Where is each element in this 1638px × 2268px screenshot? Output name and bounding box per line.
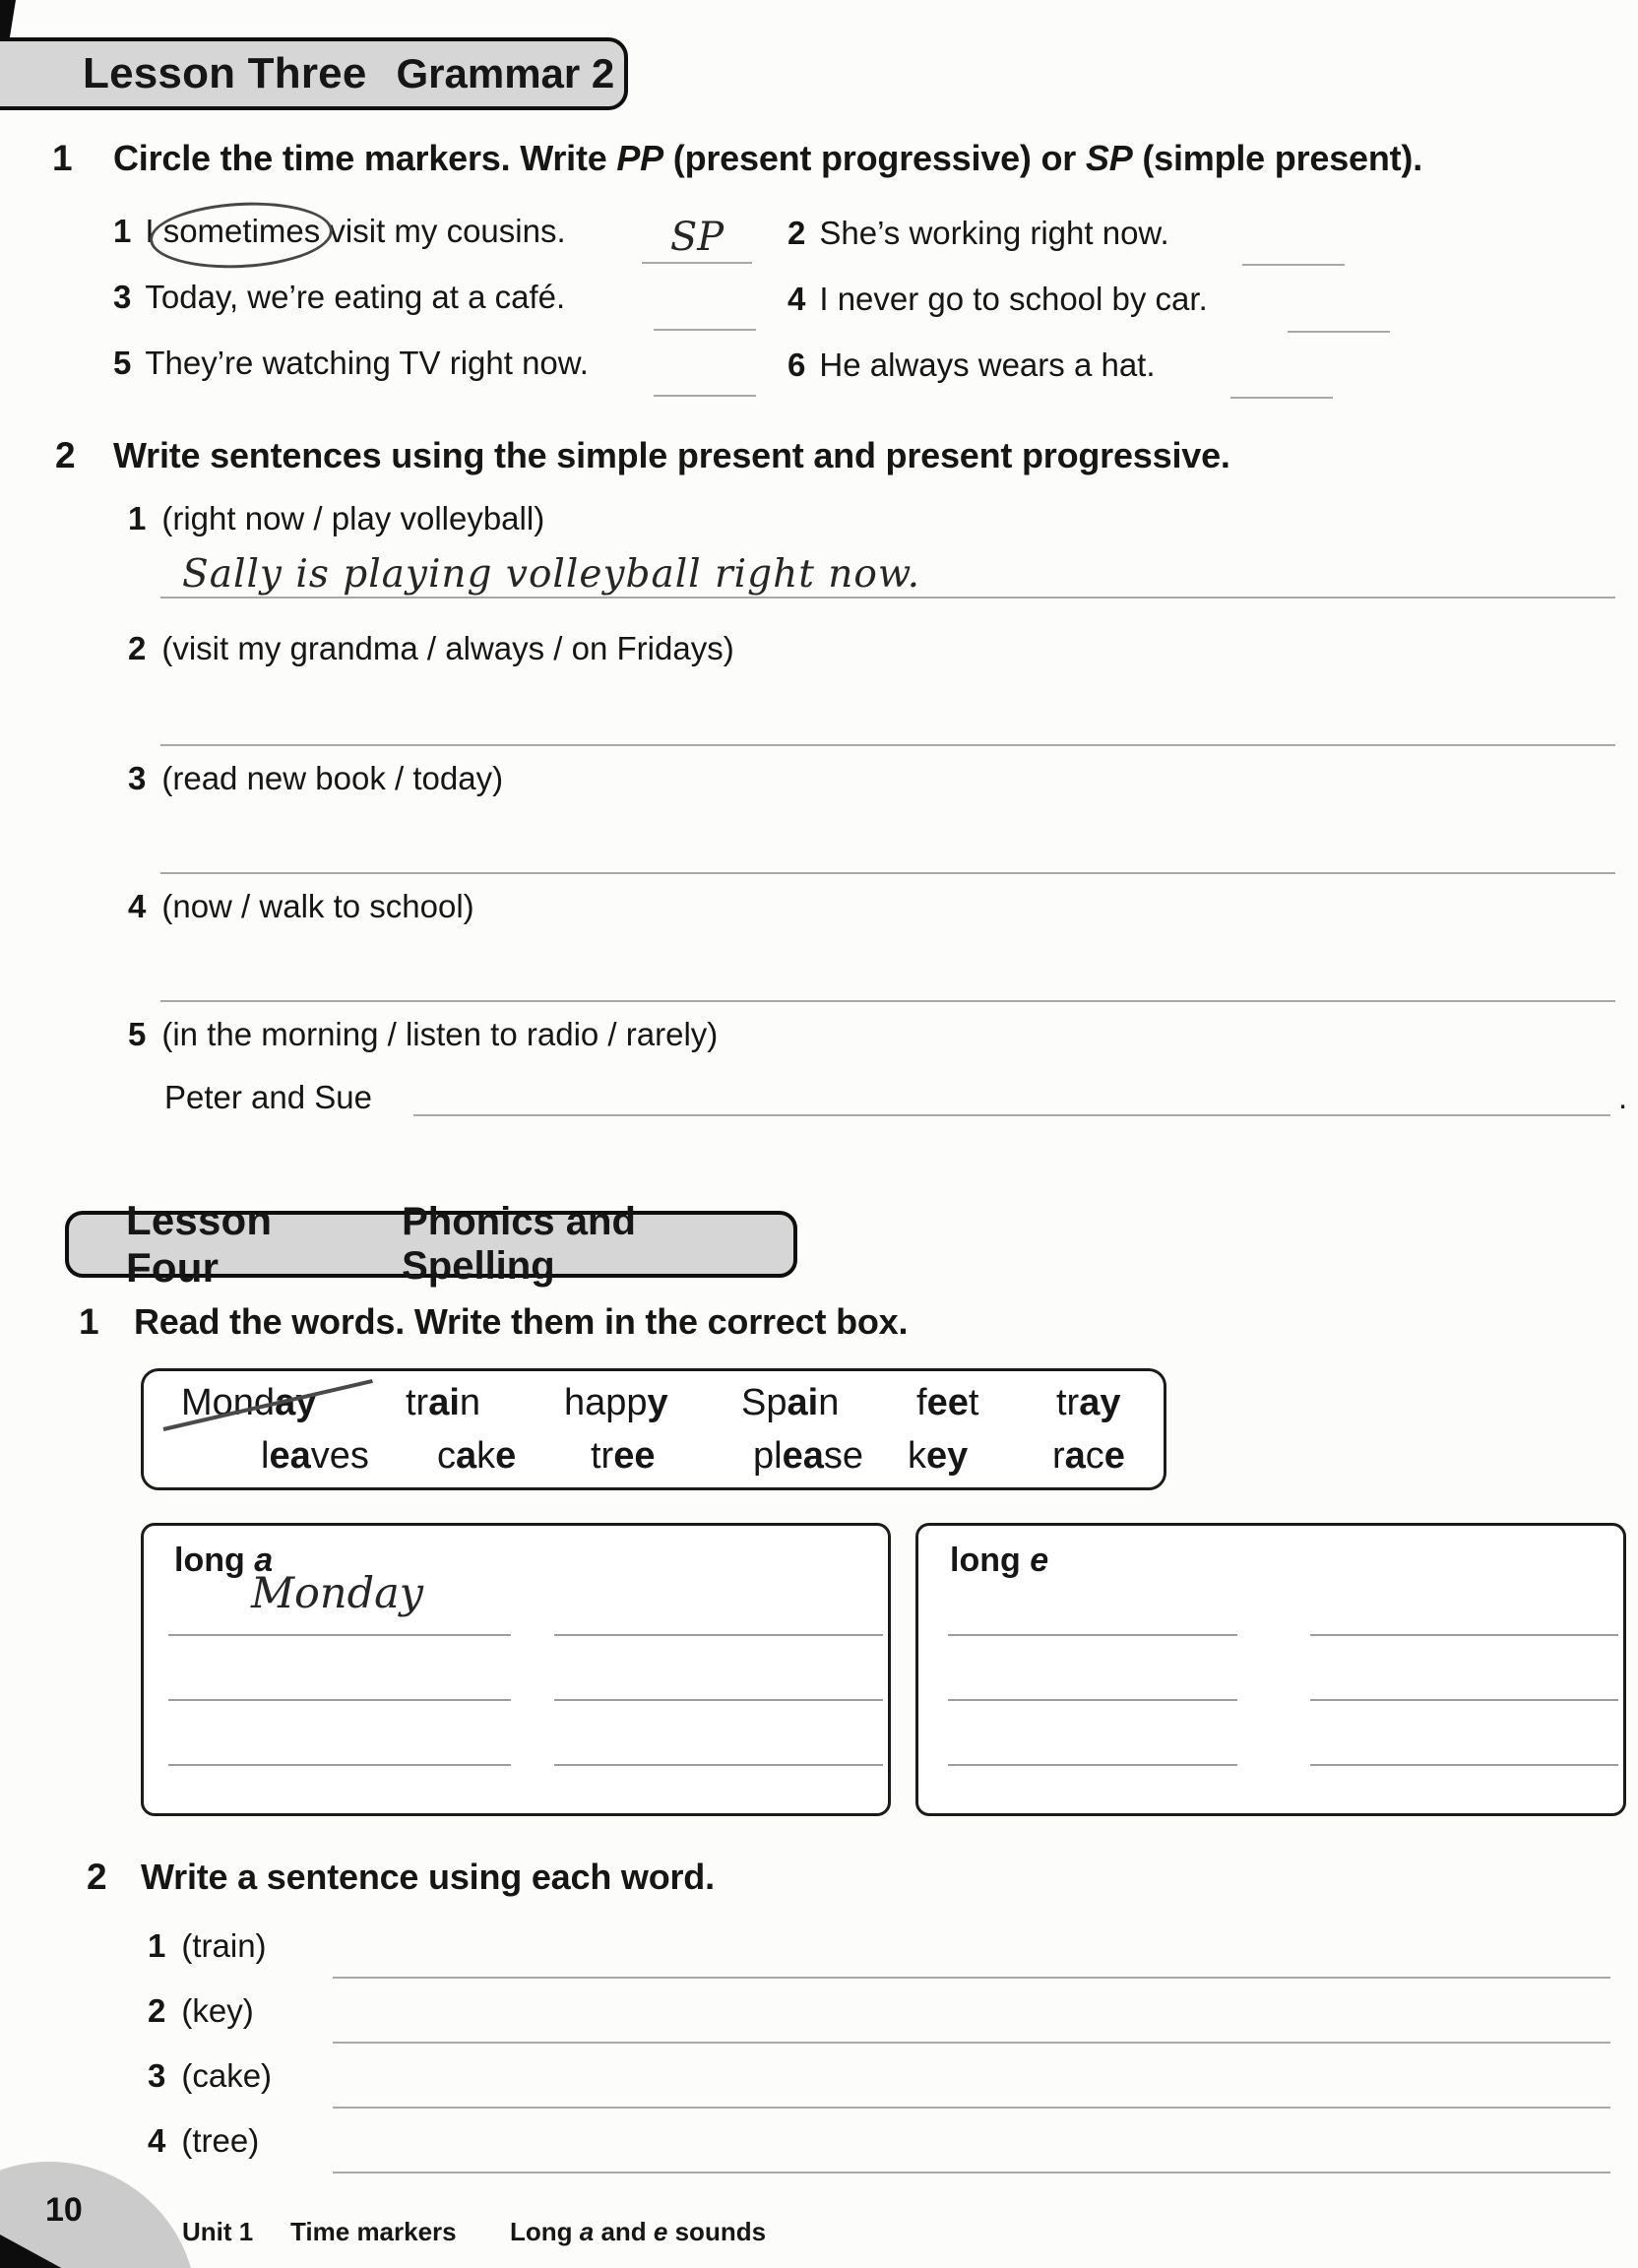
word-part: c	[1085, 1435, 1104, 1477]
word-tree	[591, 1435, 656, 1478]
label-text: long	[950, 1542, 1031, 1579]
item-number: 4	[148, 2122, 166, 2159]
instruction-text: Circle the time markers. Write	[113, 138, 617, 178]
write-line	[948, 1699, 1237, 1701]
footer-text: and	[594, 2217, 654, 2246]
write-line	[168, 1634, 511, 1636]
sentence-prompt-2	[128, 630, 734, 667]
phonics-ex1-instruction: Read the words. Write them in the correct box.	[134, 1301, 909, 1342]
answer-blank-5	[654, 351, 756, 397]
word-part: tr	[1056, 1382, 1080, 1423]
answer-blank-3	[654, 285, 756, 331]
prompt-word: (cake)	[181, 2057, 273, 2094]
grammar-item-2	[788, 215, 1169, 252]
phonics-ex2-instruction: Write a sentence using each word.	[141, 1857, 715, 1897]
write-line	[168, 1764, 511, 1766]
word-part: n	[818, 1382, 840, 1423]
phonics-ex1-number: 1	[79, 1301, 99, 1342]
word-part: f	[916, 1382, 927, 1423]
word-happy	[564, 1382, 668, 1424]
word-part-bold: ay	[1079, 1382, 1121, 1423]
word-part: Sp	[741, 1382, 788, 1423]
word-part: tr	[591, 1435, 614, 1477]
item-number: 1	[113, 213, 132, 249]
word-monday	[181, 1382, 316, 1424]
word-part: c	[437, 1435, 456, 1477]
word-part-bold: ai	[428, 1382, 460, 1423]
prompt-text: (right now / play volleyball)	[161, 500, 545, 536]
word-tray	[1056, 1382, 1121, 1424]
word-please	[753, 1435, 863, 1478]
word-part: k	[908, 1435, 926, 1477]
page-number: 10	[45, 2191, 83, 2229]
word-leaves	[261, 1435, 369, 1478]
word-key	[908, 1435, 968, 1478]
abbrev-pp: PP	[616, 138, 663, 178]
footer-letter: e	[653, 2217, 668, 2246]
item-number: 3	[128, 760, 147, 796]
answer-line-3	[160, 823, 1615, 874]
word-part-bold: ai	[787, 1382, 819, 1423]
word-part-bold: ea	[782, 1435, 824, 1477]
word-part: tr	[406, 1382, 429, 1423]
word-prompt-1	[148, 1927, 267, 1965]
instruction-text: (simple present).	[1132, 138, 1423, 178]
sentence-prompt-5	[128, 1016, 718, 1053]
item-number: 2	[148, 1992, 166, 2029]
word-part: k	[476, 1435, 496, 1477]
answer-line	[333, 1996, 1610, 2044]
abbrev-sp: SP	[1085, 138, 1133, 178]
circle-annotation	[148, 198, 334, 273]
word-part: n	[459, 1382, 481, 1423]
item-number: 4	[788, 281, 806, 317]
word-train	[406, 1382, 480, 1424]
prompt-text: (now / walk to school)	[161, 888, 474, 924]
exercise1-number: 1	[52, 138, 73, 178]
circled-time-marker	[163, 213, 321, 250]
word-prompt-2	[148, 1992, 254, 2030]
prompt-word: (key)	[181, 1992, 254, 2029]
word-part: r	[1052, 1435, 1065, 1477]
footer-topic-grammar: Time markers	[290, 2217, 457, 2246]
word-part: pl	[753, 1435, 783, 1477]
write-line	[168, 1699, 511, 1701]
item-text: Today, we’re eating at a café.	[145, 279, 566, 315]
footer-topic-phonics	[510, 2217, 766, 2247]
item-number: 2	[128, 630, 147, 666]
prompt-text: (in the morning / listen to radio / rarely)	[161, 1016, 719, 1052]
exercise1-instruction	[113, 138, 1422, 179]
word-cake	[437, 1435, 516, 1478]
answer-blank-6	[1230, 353, 1333, 399]
write-line	[1310, 1699, 1618, 1701]
grammar-item-1	[113, 213, 566, 250]
lesson-four-title: Lesson Four	[126, 1197, 273, 1291]
item-text: They’re watching TV right now.	[145, 345, 589, 381]
footer-unit: Unit 1	[182, 2217, 254, 2246]
write-line	[1310, 1634, 1618, 1636]
word-part-bold: a	[1064, 1435, 1086, 1477]
write-line	[554, 1699, 883, 1701]
word-part-bold: e	[1103, 1435, 1125, 1477]
word-part-bold: ey	[926, 1435, 969, 1477]
handwritten-sentence: Sally is playing volleyball right now.	[182, 552, 921, 597]
word-part: ves	[310, 1435, 369, 1477]
write-line	[1310, 1764, 1618, 1766]
label-text: long	[174, 1542, 255, 1579]
answer-line	[333, 2126, 1610, 2174]
grammar-item-3	[113, 279, 565, 316]
answer-line-4	[160, 951, 1615, 1002]
long-e-label	[950, 1542, 1048, 1580]
item-number: 2	[788, 215, 806, 251]
answer-blank-4	[1288, 287, 1390, 333]
footer-text: Long	[510, 2217, 580, 2246]
write-line	[948, 1764, 1237, 1766]
word-part-bold: ee	[926, 1382, 969, 1423]
sentence-prefix: Peter and Sue	[164, 1079, 372, 1115]
word-race	[1052, 1435, 1125, 1478]
sentence-prompt-1	[128, 500, 544, 537]
word-prompt-4	[148, 2122, 259, 2160]
write-line	[948, 1634, 1237, 1636]
word-spain	[741, 1382, 839, 1424]
exercise2-number: 2	[55, 435, 76, 475]
item-text: I never go to school by car.	[819, 281, 1208, 317]
write-line	[554, 1764, 883, 1766]
word-part-bold: ee	[613, 1435, 656, 1477]
prompt-text: (read new book / today)	[161, 760, 504, 796]
sentence-suffix: .	[1618, 1079, 1628, 1115]
handwritten-answer: SP	[669, 215, 724, 260]
prompt-word: (tree)	[181, 2122, 260, 2159]
grammar-item-5	[113, 345, 589, 382]
prompt-word: (train)	[181, 1927, 267, 1964]
word-part-bold: ea	[269, 1435, 311, 1477]
prompt-text: (visit my grandma / always / on Fridays)	[161, 630, 734, 666]
item-number: 5	[113, 345, 132, 381]
word-part-bold: a	[456, 1435, 477, 1477]
word-part: t	[968, 1382, 979, 1423]
answer-blank-1	[642, 215, 752, 264]
handwritten-word-monday: Monday	[251, 1569, 424, 1618]
word-part-bold: y	[647, 1382, 668, 1423]
word-part: happ	[564, 1382, 648, 1423]
answer-line-2	[160, 695, 1615, 746]
item-number: 3	[148, 2057, 166, 2094]
lesson-four-tab	[65, 1197, 797, 1291]
lesson-three-subtitle: Grammar 2	[396, 50, 615, 96]
phonics-ex2-number: 2	[87, 1857, 107, 1897]
word-part: l	[261, 1435, 270, 1477]
word-part-bold: e	[495, 1435, 517, 1477]
lesson-three-title: Lesson Three	[83, 49, 367, 97]
word-part: Mond	[181, 1382, 276, 1423]
lesson-four-subtitle: Phonics and Spelling	[402, 1200, 636, 1288]
item-number: 4	[128, 888, 147, 924]
answer-line-5	[413, 1065, 1610, 1116]
item-number: 3	[113, 279, 132, 315]
sentence-prompt-4	[128, 888, 474, 925]
lesson-three-tab	[0, 37, 628, 110]
item-number: 6	[788, 346, 806, 383]
write-line	[554, 1634, 883, 1636]
grammar-item-6	[788, 346, 1156, 384]
item-number: 1	[128, 500, 147, 536]
word-prompt-3	[148, 2057, 272, 2095]
footer-text: sounds	[667, 2217, 767, 2246]
item-text	[145, 213, 565, 250]
answer-line	[333, 2061, 1610, 2109]
label-letter: e	[1030, 1542, 1049, 1579]
item-number: 5	[128, 1016, 147, 1052]
item-number: 1	[148, 1927, 166, 1964]
sentence-prompt-3	[128, 760, 503, 797]
item-text-post: visit my cousins.	[320, 213, 566, 249]
item-text: He always wears a hat.	[819, 346, 1156, 383]
item-text-pre: I	[145, 213, 163, 249]
label-letter: a	[254, 1542, 274, 1579]
answer-line	[333, 1931, 1610, 1979]
exercise2-instruction: Write sentences using the simple present and present progressive.	[113, 435, 1230, 475]
grammar-item-4	[788, 281, 1208, 318]
footer-letter: a	[579, 2217, 595, 2246]
time-marker-word: sometimes	[162, 213, 321, 249]
instruction-text: (present progressive) or	[662, 138, 1086, 178]
item-text: She’s working right now.	[819, 215, 1169, 251]
answer-line-1	[160, 547, 1615, 598]
word-part-bold: ay	[275, 1382, 317, 1423]
answer-blank-2	[1242, 220, 1345, 266]
word-part: se	[823, 1435, 863, 1477]
word-feet	[916, 1382, 978, 1424]
